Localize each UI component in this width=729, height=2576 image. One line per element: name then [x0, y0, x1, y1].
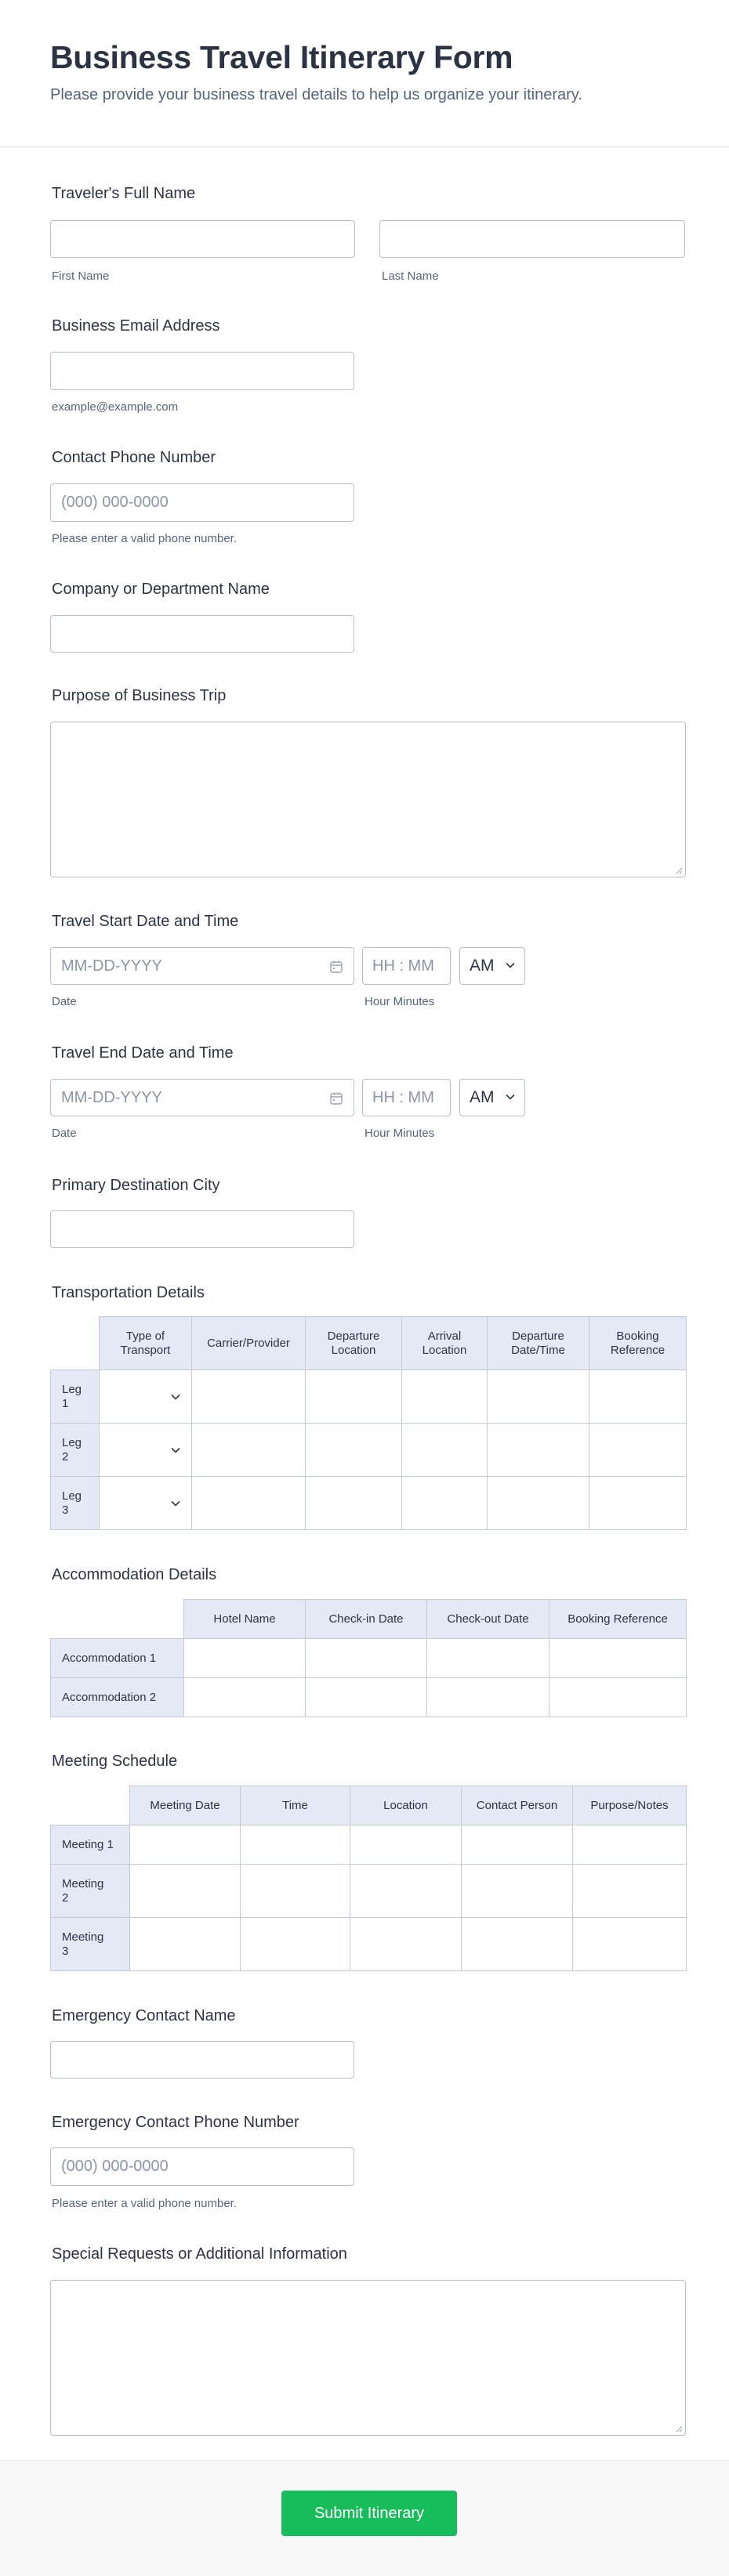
table-row: [51, 1918, 687, 1971]
email-input[interactable]: [50, 352, 354, 390]
row-header: Meeting 1: [51, 1825, 130, 1865]
full-name-label: Traveler's Full Name: [52, 185, 196, 202]
table-cell-input[interactable]: [350, 1918, 462, 1971]
table-cell-input[interactable]: [192, 1477, 306, 1530]
accommodation-table: [50, 1599, 687, 1717]
transport-label: Transportation Details: [52, 1284, 205, 1301]
chevron-down-icon: [171, 1394, 180, 1400]
table-cell-input[interactable]: [306, 1678, 427, 1717]
table-cell-input[interactable]: [306, 1370, 402, 1424]
chevron-down-icon: [506, 1094, 515, 1100]
table-cell-input[interactable]: [427, 1639, 549, 1678]
table-cell-input[interactable]: [241, 1825, 350, 1865]
phone-input[interactable]: [50, 483, 354, 522]
end-time-sublabel: Hour Minutes: [364, 1127, 435, 1140]
table-cell-input[interactable]: [402, 1477, 488, 1530]
table-cell-input[interactable]: [573, 1825, 687, 1865]
table-cell-input[interactable]: [130, 1865, 241, 1918]
table-cell-input[interactable]: [488, 1477, 589, 1530]
emergency-name-input[interactable]: [50, 2041, 354, 2079]
table-row: [51, 1477, 687, 1530]
table-cell-input[interactable]: [241, 1865, 350, 1918]
table-cell-input[interactable]: [488, 1370, 589, 1424]
calendar-icon[interactable]: [328, 959, 344, 975]
row-header: Leg 3: [51, 1477, 100, 1530]
table-cell-input[interactable]: [589, 1424, 687, 1477]
end-ampm-select[interactable]: [459, 1079, 525, 1116]
column-header: Booking Reference: [549, 1600, 687, 1639]
table-corner: [51, 1317, 100, 1370]
column-header: Arrival Location: [402, 1317, 488, 1370]
phone-placeholder: (000) 000-0000: [61, 494, 169, 511]
table-cell-input[interactable]: [184, 1639, 306, 1678]
table-cell-input[interactable]: [306, 1477, 402, 1530]
last-name-input[interactable]: [379, 220, 685, 258]
table-cell-input[interactable]: [462, 1825, 573, 1865]
end-ampm-value: AM: [470, 1088, 495, 1106]
row-header: Meeting 2: [51, 1865, 130, 1918]
column-header: Departure Date/Time: [488, 1317, 589, 1370]
table-cell-input[interactable]: [573, 1918, 687, 1971]
table-row: [51, 1825, 687, 1865]
resize-handle-icon[interactable]: [675, 867, 683, 874]
table-row: [51, 1865, 687, 1918]
table-cell-input[interactable]: [573, 1865, 687, 1918]
phone-label: Contact Phone Number: [52, 449, 216, 466]
emergency-phone-input[interactable]: [50, 2147, 354, 2186]
start-time-placeholder: HH : MM: [372, 957, 434, 975]
transport-type-select[interactable]: [100, 1370, 192, 1424]
start-time-sublabel: Hour Minutes: [364, 995, 435, 1008]
purpose-label: Purpose of Business Trip: [52, 687, 227, 704]
table-cell-input[interactable]: [427, 1678, 549, 1717]
destination-input[interactable]: [50, 1210, 354, 1248]
table-cell-input[interactable]: [130, 1825, 241, 1865]
purpose-textarea[interactable]: [50, 722, 686, 877]
special-label: Special Requests or Additional Information: [52, 2245, 347, 2263]
email-sublabel: example@example.com: [52, 400, 179, 414]
meetings-label: Meeting Schedule: [52, 1753, 178, 1770]
table-row: [51, 1639, 687, 1678]
start-label: Travel Start Date and Time: [52, 913, 239, 930]
end-time-input[interactable]: [362, 1079, 451, 1116]
phone-sublabel: Please enter a valid phone number.: [52, 532, 237, 545]
column-header: Meeting Date: [130, 1786, 241, 1825]
meetings-table: [50, 1785, 687, 1971]
transport-type-select[interactable]: [100, 1477, 192, 1530]
emergency-phone-label: Emergency Contact Phone Number: [52, 2114, 299, 2131]
company-label: Company or Department Name: [52, 581, 270, 598]
table-cell-input[interactable]: [462, 1865, 573, 1918]
resize-handle-icon[interactable]: [675, 2425, 683, 2433]
end-label: Travel End Date and Time: [52, 1044, 234, 1062]
start-ampm-value: AM: [470, 957, 495, 975]
table-cell-input[interactable]: [184, 1678, 306, 1717]
table-cell-input[interactable]: [350, 1825, 462, 1865]
column-header: Booking Reference: [589, 1317, 687, 1370]
row-header: Leg 2: [51, 1424, 100, 1477]
column-header: Purpose/Notes: [573, 1786, 687, 1825]
table-cell-input[interactable]: [192, 1370, 306, 1424]
start-date-sublabel: Date: [52, 995, 77, 1008]
chevron-down-icon: [171, 1500, 180, 1507]
special-textarea[interactable]: [50, 2280, 686, 2436]
form-header: [0, 0, 729, 147]
table-cell-input[interactable]: [589, 1370, 687, 1424]
first-name-sublabel: First Name: [52, 270, 110, 283]
last-name-sublabel: Last Name: [382, 270, 439, 283]
table-row: [51, 1424, 687, 1477]
end-date-sublabel: Date: [52, 1127, 77, 1140]
emergency-name-label: Emergency Contact Name: [52, 2007, 236, 2024]
row-header: Accommodation 1: [51, 1639, 184, 1678]
table-corner: [51, 1600, 184, 1639]
table-cell-input[interactable]: [462, 1918, 573, 1971]
emergency-phone-placeholder: (000) 000-0000: [61, 2158, 169, 2175]
table-cell-input[interactable]: [192, 1424, 306, 1477]
table-cell-input[interactable]: [402, 1370, 488, 1424]
table-cell-input[interactable]: [241, 1918, 350, 1971]
table-cell-input[interactable]: [306, 1424, 402, 1477]
start-ampm-select[interactable]: [459, 947, 525, 985]
table-row: [51, 1370, 687, 1424]
emergency-phone-sublabel: Please enter a valid phone number.: [52, 2197, 237, 2210]
calendar-icon[interactable]: [328, 1091, 344, 1106]
table-corner: [51, 1786, 130, 1825]
end-date-input[interactable]: [50, 1079, 354, 1116]
column-header: Carrier/Provider: [192, 1317, 306, 1370]
table-cell-input[interactable]: [549, 1639, 687, 1678]
table-cell-input[interactable]: [130, 1918, 241, 1971]
column-header: Type of Transport: [100, 1317, 192, 1370]
column-header: Check-in Date: [306, 1600, 427, 1639]
column-header: Check-out Date: [427, 1600, 549, 1639]
end-date-placeholder: MM-DD-YYYY: [61, 1088, 162, 1106]
table-cell-input[interactable]: [350, 1865, 462, 1918]
table-row: [51, 1678, 687, 1717]
chevron-down-icon: [171, 1447, 180, 1453]
column-header: Time: [241, 1786, 350, 1825]
column-header: Contact Person: [462, 1786, 573, 1825]
table-cell-input[interactable]: [306, 1639, 427, 1678]
form-subtitle: Please provide your business travel details to help us organize your itinerary.: [50, 86, 582, 103]
first-name-input[interactable]: [50, 220, 355, 258]
column-header: Hotel Name: [184, 1600, 306, 1639]
end-time-placeholder: HH : MM: [372, 1088, 434, 1106]
table-cell-input[interactable]: [488, 1424, 589, 1477]
row-header: Accommodation 2: [51, 1678, 184, 1717]
email-label: Business Email Address: [52, 317, 220, 335]
table-cell-input[interactable]: [589, 1477, 687, 1530]
start-time-input[interactable]: [362, 947, 451, 985]
column-header: Location: [350, 1786, 462, 1825]
row-header: Meeting 3: [51, 1918, 130, 1971]
accommodation-label: Accommodation Details: [52, 1566, 217, 1583]
destination-label: Primary Destination City: [52, 1177, 220, 1194]
table-cell-input[interactable]: [402, 1424, 488, 1477]
column-header: Departure Location: [306, 1317, 402, 1370]
transport-table: [50, 1316, 687, 1530]
start-date-placeholder: MM-DD-YYYY: [61, 957, 162, 975]
company-input[interactable]: [50, 615, 354, 653]
chevron-down-icon: [506, 962, 515, 968]
start-date-input[interactable]: [50, 947, 354, 985]
form-title: Business Travel Itinerary Form: [50, 39, 513, 75]
table-cell-input[interactable]: [549, 1678, 687, 1717]
submit-button[interactable]: Submit Itinerary: [281, 2491, 457, 2536]
transport-type-select[interactable]: [100, 1424, 192, 1477]
row-header: Leg 1: [51, 1370, 100, 1424]
